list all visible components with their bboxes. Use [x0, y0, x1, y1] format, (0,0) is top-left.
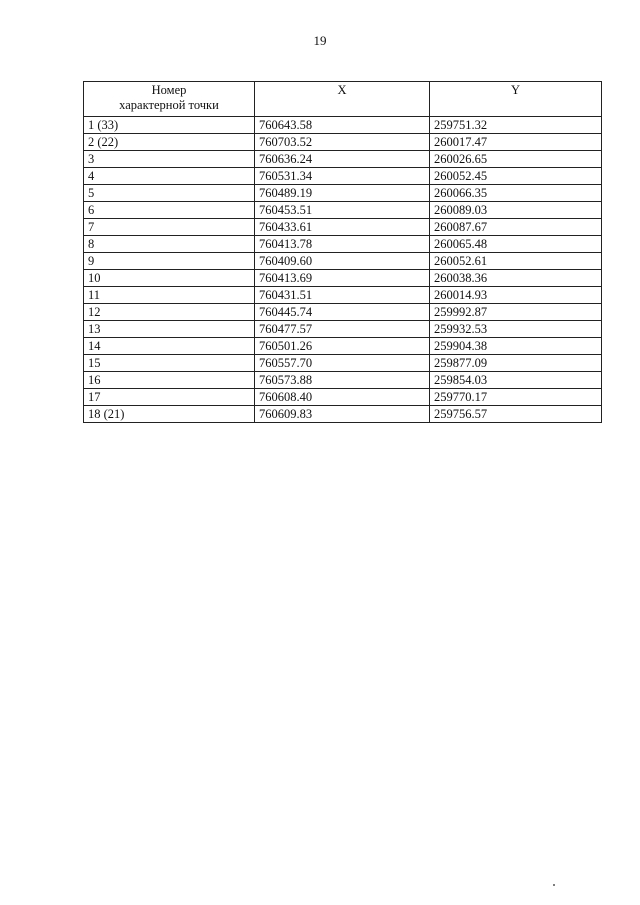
header-point-line2: характерной точки — [119, 98, 219, 112]
cell-y: 259751.32 — [430, 117, 602, 134]
table-row — [84, 287, 602, 304]
table-row — [84, 168, 602, 185]
header-y: Y — [430, 82, 602, 117]
cell-point-number: 7 — [84, 219, 255, 236]
cell-y: 259992.87 — [430, 304, 602, 321]
cell-y: 260066.35 — [430, 185, 602, 202]
table-header-row — [84, 82, 602, 117]
table-row — [84, 134, 602, 151]
cell-x: 760609.83 — [255, 406, 430, 423]
table-row — [84, 202, 602, 219]
cell-point-number: 6 — [84, 202, 255, 219]
cell-point-number: 10 — [84, 270, 255, 287]
cell-x: 760409.60 — [255, 253, 430, 270]
table-body — [84, 117, 602, 423]
cell-y: 260052.45 — [430, 168, 602, 185]
cell-point-number: 17 — [84, 389, 255, 406]
cell-point-number: 12 — [84, 304, 255, 321]
table-row — [84, 270, 602, 287]
header-point-line1: Номер — [151, 83, 187, 97]
cell-point-number: 3 — [84, 151, 255, 168]
cell-x: 760636.24 — [255, 151, 430, 168]
cell-x: 760608.40 — [255, 389, 430, 406]
cell-point-number: 9 — [84, 253, 255, 270]
cell-y: 259877.09 — [430, 355, 602, 372]
cell-point-number: 15 — [84, 355, 255, 372]
cell-x: 760531.34 — [255, 168, 430, 185]
header-x: X — [255, 82, 430, 117]
cell-y: 260052.61 — [430, 253, 602, 270]
cell-y: 260014.93 — [430, 287, 602, 304]
cell-point-number: 11 — [84, 287, 255, 304]
cell-y: 260089.03 — [430, 202, 602, 219]
cell-point-number: 18 (21) — [84, 406, 255, 423]
cell-point-number: 5 — [84, 185, 255, 202]
cell-x: 760501.26 — [255, 338, 430, 355]
cell-x: 760445.74 — [255, 304, 430, 321]
cell-y: 260017.47 — [430, 134, 602, 151]
cell-y: 259904.38 — [430, 338, 602, 355]
cell-x: 760703.52 — [255, 134, 430, 151]
table-row — [84, 236, 602, 253]
cell-x: 760413.69 — [255, 270, 430, 287]
cell-y: 260087.67 — [430, 219, 602, 236]
cell-y: 260065.48 — [430, 236, 602, 253]
cell-x: 760489.19 — [255, 185, 430, 202]
cell-y: 259756.57 — [430, 406, 602, 423]
cell-y: 259854.03 — [430, 372, 602, 389]
table-row — [84, 219, 602, 236]
table-row — [84, 372, 602, 389]
table-row — [84, 151, 602, 168]
table-row — [84, 117, 602, 134]
table-row — [84, 389, 602, 406]
cell-y: 259932.53 — [430, 321, 602, 338]
cell-y: 260038.36 — [430, 270, 602, 287]
cell-x: 760643.58 — [255, 117, 430, 134]
table-row — [84, 304, 602, 321]
cell-y: 259770.17 — [430, 389, 602, 406]
table-row — [84, 406, 602, 423]
cell-x: 760573.88 — [255, 372, 430, 389]
cell-point-number: 1 (33) — [84, 117, 255, 134]
cell-point-number: 2 (22) — [84, 134, 255, 151]
cell-point-number: 16 — [84, 372, 255, 389]
header-point-number — [84, 82, 255, 117]
table-row — [84, 355, 602, 372]
cell-x: 760453.51 — [255, 202, 430, 219]
cell-x: 760431.51 — [255, 287, 430, 304]
cell-x: 760433.61 — [255, 219, 430, 236]
cell-x: 760413.78 — [255, 236, 430, 253]
table-row — [84, 253, 602, 270]
scan-speck — [553, 884, 555, 886]
cell-point-number: 13 — [84, 321, 255, 338]
table-row — [84, 321, 602, 338]
table-row — [84, 185, 602, 202]
page-number: 19 — [313, 33, 327, 48]
table-row — [84, 338, 602, 355]
cell-point-number: 8 — [84, 236, 255, 253]
cell-point-number: 14 — [84, 338, 255, 355]
cell-x: 760477.57 — [255, 321, 430, 338]
coordinates-table — [83, 81, 602, 423]
cell-y: 260026.65 — [430, 151, 602, 168]
cell-x: 760557.70 — [255, 355, 430, 372]
cell-point-number: 4 — [84, 168, 255, 185]
